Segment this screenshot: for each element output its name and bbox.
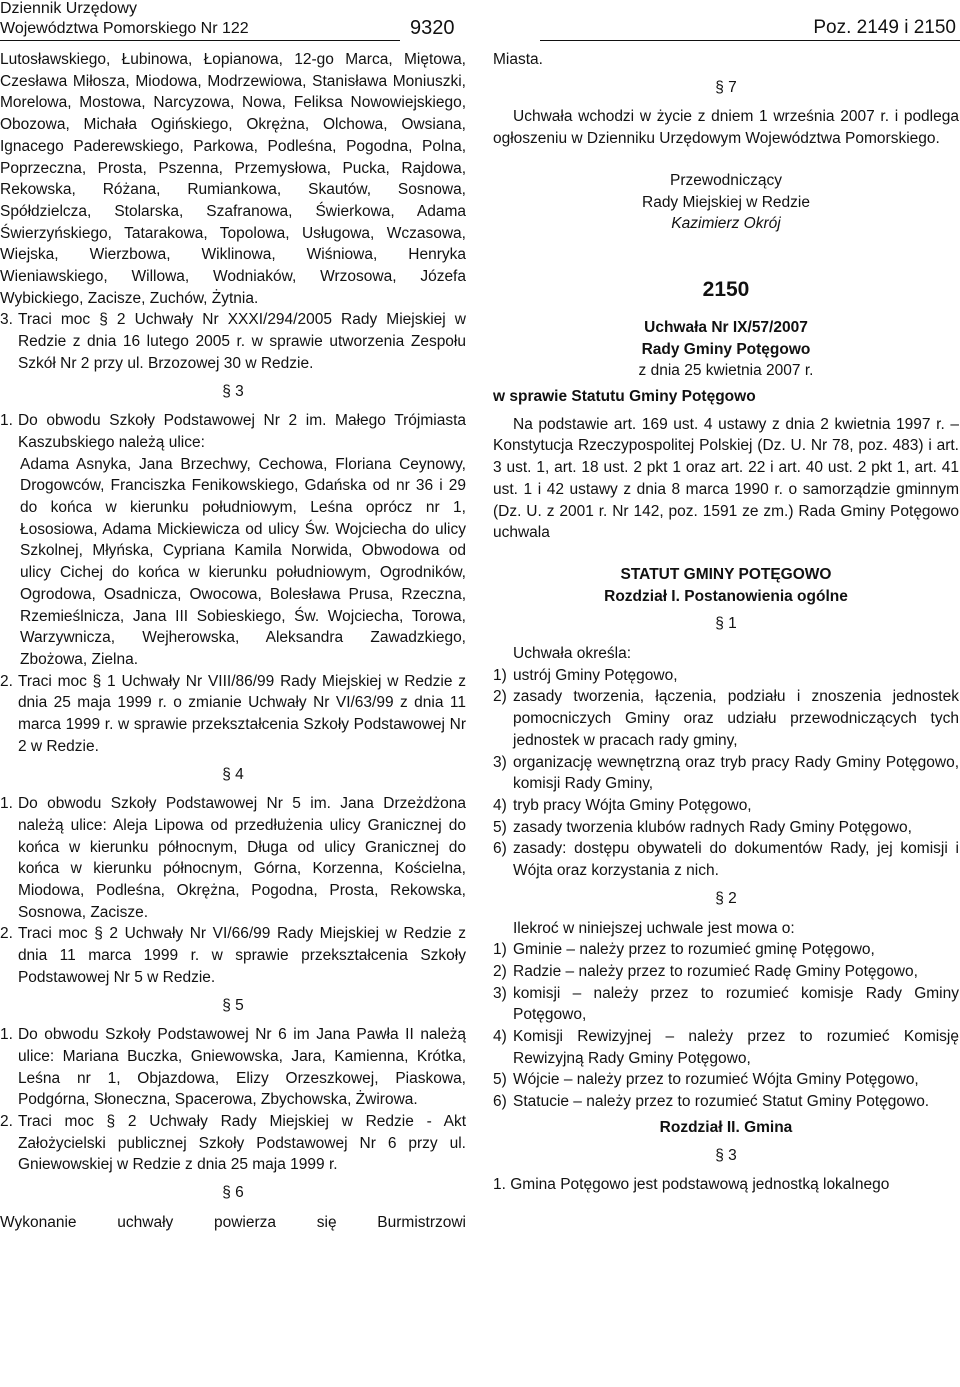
item-text: Traci moc § 1 Uchwały Nr VIII/86/99 Rady Miejskiej w Redzie z dnia 25 maja 1999 r. o zmianie Uchwały Nr VI/63/99 z dnia 11 marca 1999 r. w sprawie przekształcenia Szkoły Podstawowej Nr 2 w Redzie. — [17, 672, 466, 755]
list-item — [493, 1069, 959, 1091]
item-text: ustrój Gminy Potęgowo, — [513, 666, 678, 684]
item-number: 6) — [493, 840, 507, 858]
left-column — [0, 49, 466, 1234]
preamble: Na podstawie art. 169 ust. 4 ustawy z dnia 2 kwietnia 1997 r. – Konstytucja Rzeczypospolitej Polskiej (Dz. U. Nr 78, poz. 483) i art. 3 ust. 1, art. 18 ust. 2 pkt 1 oraz art. 22 i art. 40 ust. 2 pkt 1, art. 41 ust. 1 i 42 ustawy z dnia 8 marca 1990 r. o samorządzie gminnym (Dz. U. z 2001 r. Nr 142, poz. 1591 ze zm.) Rada Gminy Potęgowo uchwala — [493, 415, 959, 542]
item-number: 1) — [493, 941, 507, 959]
list-item — [0, 410, 466, 453]
statute-title: STATUT GMINY POTĘGOWO — [620, 565, 832, 583]
item-text: Gminie – należy przez to rozumieć gminę Potęgowo, — [513, 941, 875, 959]
list-item — [0, 309, 466, 374]
list-item — [0, 671, 466, 758]
item-text: Radzie – należy przez to rozumieć Radę Gminy Potęgowo, — [513, 962, 918, 980]
resolution-title: Uchwała Nr IX/57/2007 — [644, 318, 808, 336]
signature-org: Rady Miejskiej w Redzie — [642, 193, 810, 211]
list-item — [493, 686, 959, 751]
header-rule-right — [540, 40, 960, 41]
section-heading: § 4 — [222, 765, 244, 783]
list-item — [493, 961, 959, 983]
signature-title: Przewodniczący — [670, 171, 782, 189]
item-number: 1. — [0, 1026, 13, 1044]
chapter-heading: Rozdział II. Gmina — [659, 1118, 793, 1136]
item-number: 3) — [493, 753, 507, 771]
signature-name: Kazimierz Okrój — [671, 215, 781, 233]
section-heading: § 3 — [715, 1146, 737, 1164]
item-number: 4) — [493, 1028, 507, 1046]
list-item — [0, 1024, 466, 1111]
section-heading: § 3 — [222, 382, 244, 400]
item-text: Do obwodu Szkoły Podstawowej Nr 2 im. Małego Trójmiasta Kaszubskiego należą ulice: — [17, 412, 466, 451]
paragraph: 1. Gmina Potęgowo jest podstawową jednostką lokalnego — [493, 1176, 890, 1194]
item-text: organizację wewnętrzną oraz tryb pracy Rady Gminy Potęgowo, komisji Rady Gminy, — [513, 753, 959, 793]
paragraph: Uchwała wchodzi w życie z dniem 1 września 2007 r. i podlega ogłoszeniu w Dzienniku Urzędowym Województwa Pomorskiego. — [493, 108, 959, 148]
item-text: tryb pracy Wójta Gminy Potęgowo, — [513, 796, 752, 814]
item-text: Statucie – należy przez to rozumieć Statut Gminy Potęgowo. — [513, 1093, 930, 1111]
item-text: Do obwodu Szkoły Podstawowej Nr 6 im Jana Pawła II należą ulice: Mariana Buczka, Gniewowska, Jara, Kamienna, Krótka, Leśna nr 1, Objazdowa, Elizy Orzeszkowej, Piaskowa, Podgórna, Słoneczna, Spacerowa, Zbychowska, Żwirowa. — [17, 1026, 466, 1109]
item-number: 1. — [0, 412, 13, 430]
item-text: Do obwodu Szkoły Podstawowej Nr 5 im. Jana Drzeżdżona należą ulice: Aleja Lipowa od przedłużenia ulicy Granicznej do końca w kierunku północnym, Długa od ulicy Granicznej do końca w kierunku północnym, Górna, Korzenna, Kościelna, Miodowa, Podleśna, Okrężna, Pogodna, Prosta, Rekowska, Sosnowa, Zacisze. — [17, 795, 466, 921]
page-number: 9320 — [410, 17, 455, 39]
item-text: Wójcie – należy przez to rozumieć Wójta Gminy Potęgowo, — [513, 1071, 919, 1089]
paragraph: Wykonanie uchwały powierza się Burmistrzowi — [0, 1213, 466, 1231]
resolution-council: Rady Gminy Potęgowo — [641, 340, 811, 358]
item-number: 2) — [493, 962, 507, 980]
section-heading: § 5 — [222, 996, 244, 1014]
item-number: 2. — [0, 1113, 13, 1131]
section-heading: § 6 — [222, 1184, 244, 1202]
resolution-subject: w sprawie Statutu Gminy Potęgowo — [493, 388, 756, 406]
item-number: 3. — [0, 311, 13, 329]
street-list: Adama Asnyka, Jana Brzechwy, Cechowa, Floriana Ceynowy, Drogowców, Franciszka Fenikowskiego, Gdańska od nr 36 i 29 do końca w kierunku południowym, Leśna oprócz nr 1, Łososiowa, Adama Mickiewicza od ulicy Św. Wojciecha do ulicy Szkolnej, Młyńska, Cypriana Kamila Norwida, Obwodowa od ulicy Cichej do końca w kierunku południowym, Ogrodników, Ogrodowa, Osadnicza, Owocowa, Bolesława Prusa, Rzeczna, Rzemieślnicza, Jana III Sobieskiego, Św. Wojciecha, Torowa, Warzywnicza, Wejherowska, Aleksandra Zawadzkiego, Zbożowa, Zielna. — [20, 455, 466, 668]
item-number: 1) — [493, 666, 507, 684]
list-item — [493, 939, 959, 961]
paragraph: Ilekroć w niniejszej uchwale jest mowa o: — [513, 919, 795, 937]
chapter-heading: Rozdział I. Postanowienia ogólne — [604, 587, 848, 605]
item-number: 3) — [493, 984, 507, 1002]
item-number: 5) — [493, 818, 507, 836]
paragraph: Miasta. — [493, 51, 543, 68]
right-column — [493, 49, 959, 1387]
section-heading: § 2 — [715, 889, 737, 907]
item-text: zasady tworzenia, łączenia, podziału i znoszenia jednostek pomocniczych Gminy oraz udziału przewodniczących tych jednostek w pracach rady gminy, — [513, 688, 959, 749]
list-item — [493, 795, 959, 817]
list-item — [493, 665, 959, 687]
street-list: Lutosławskiego, Łubinowa, Łopianowa, 12-go Marca, Miętowa, Czesława Miłosza, Miodowa, Modrzewiowa, Stanisława Moniuszki, Morelowa, Mostowa, Narcyzowa, Nowa, Feliksa Nowowiejskiego, Obozowa, Michała Ogińskiego, Okrężna, Olchowa, Owsiana, Ignacego Paderewskiego, Parkowa, Podleśna, Pogodna, Polna, Poprzeczna, Prosta, Pszenna, Przemysłowa, Pucka, Rajdowa, Rekowska, Różana, Rumiankowa, Skautów, Sosnowa, Spółdzielcza, Stolarska, Szafranowa, Świerkowa, Adama Świerzyńskiego, Tatarakowa, Topolowa, Usługowa, Wczasowa, Wiejska, Wierzbowa, Wiklinowa, Wiśniowa, Henryka Wieniawskiego, Willowa, Wodniaków, Wrzosowa, Józefa Wybickiego, Zacisze, Zuchów, Żytnia. — [0, 51, 466, 307]
position-label: Poz. 2149 i 2150 — [813, 17, 956, 38]
position-number: 2150 — [702, 277, 750, 301]
header-rule-left — [0, 40, 400, 41]
list-item — [493, 983, 959, 1026]
list-item — [0, 793, 466, 923]
journal-issue: Województwa Pomorskiego Nr 122 — [0, 20, 249, 37]
item-text: Komisji Rewizyjnej – należy przez to rozumieć Komisję Rewizyjną Rady Gminy Potęgowo, — [513, 1028, 959, 1067]
journal-title: Dziennik Urzędowy — [0, 0, 137, 17]
list-item — [493, 1091, 959, 1113]
section-heading: § 7 — [715, 78, 737, 96]
item-number: 4) — [493, 796, 507, 814]
page-header — [0, 0, 960, 44]
section-heading: § 1 — [715, 615, 737, 633]
resolution-date: z dnia 25 kwietnia 2007 r. — [638, 362, 814, 380]
item-text: Traci moc § 2 Uchwały Nr XXXI/294/2005 Rady Miejskiej w Redzie z dnia 16 lutego 2005 r. w sprawie utworzenia Zespołu Szkół Nr 2 przy ul. Brzozowej 30 w Redzie. — [17, 311, 466, 372]
list-item — [0, 923, 466, 988]
item-number: 2. — [0, 672, 13, 690]
item-number: 6) — [493, 1093, 507, 1111]
list-item — [493, 838, 959, 881]
list-item — [0, 1111, 466, 1176]
item-number: 5) — [493, 1071, 507, 1089]
enumerated-list — [493, 939, 959, 1113]
list-item — [493, 1026, 959, 1069]
item-number: 1. — [0, 795, 13, 813]
enumerated-list — [493, 665, 959, 882]
item-text: Traci moc § 2 Uchwały Rady Miejskiej w Redzie - Akt Założycielski publicznej Szkoły Podstawowej Nr 6 przy ul. Gniewowskiej w Redzie z dnia 25 maja 1999 r. — [17, 1113, 466, 1174]
item-number: 2) — [493, 688, 507, 706]
item-text: zasady tworzenia klubów radnych Rady Gminy Potęgowo, — [513, 818, 912, 836]
list-item — [493, 817, 959, 839]
item-text: komisji – należy przez to rozumieć komisje Rady Gminy Potęgowo, — [513, 984, 959, 1024]
paragraph: Uchwała określa: — [513, 645, 632, 663]
list-item — [493, 752, 959, 795]
item-text: zasady: dostępu obywateli do dokumentów Rady, jej komisji i Wójta oraz korzystania z nich. — [513, 840, 959, 880]
item-text: Traci moc § 2 Uchwały Nr VI/66/99 Rady Miejskiej w Redzie z dnia 11 marca 1999 r. w sprawie przekształcenia Szkoły Podstawowej Nr 5 w Redzie. — [17, 925, 466, 986]
item-number: 2. — [0, 925, 13, 943]
